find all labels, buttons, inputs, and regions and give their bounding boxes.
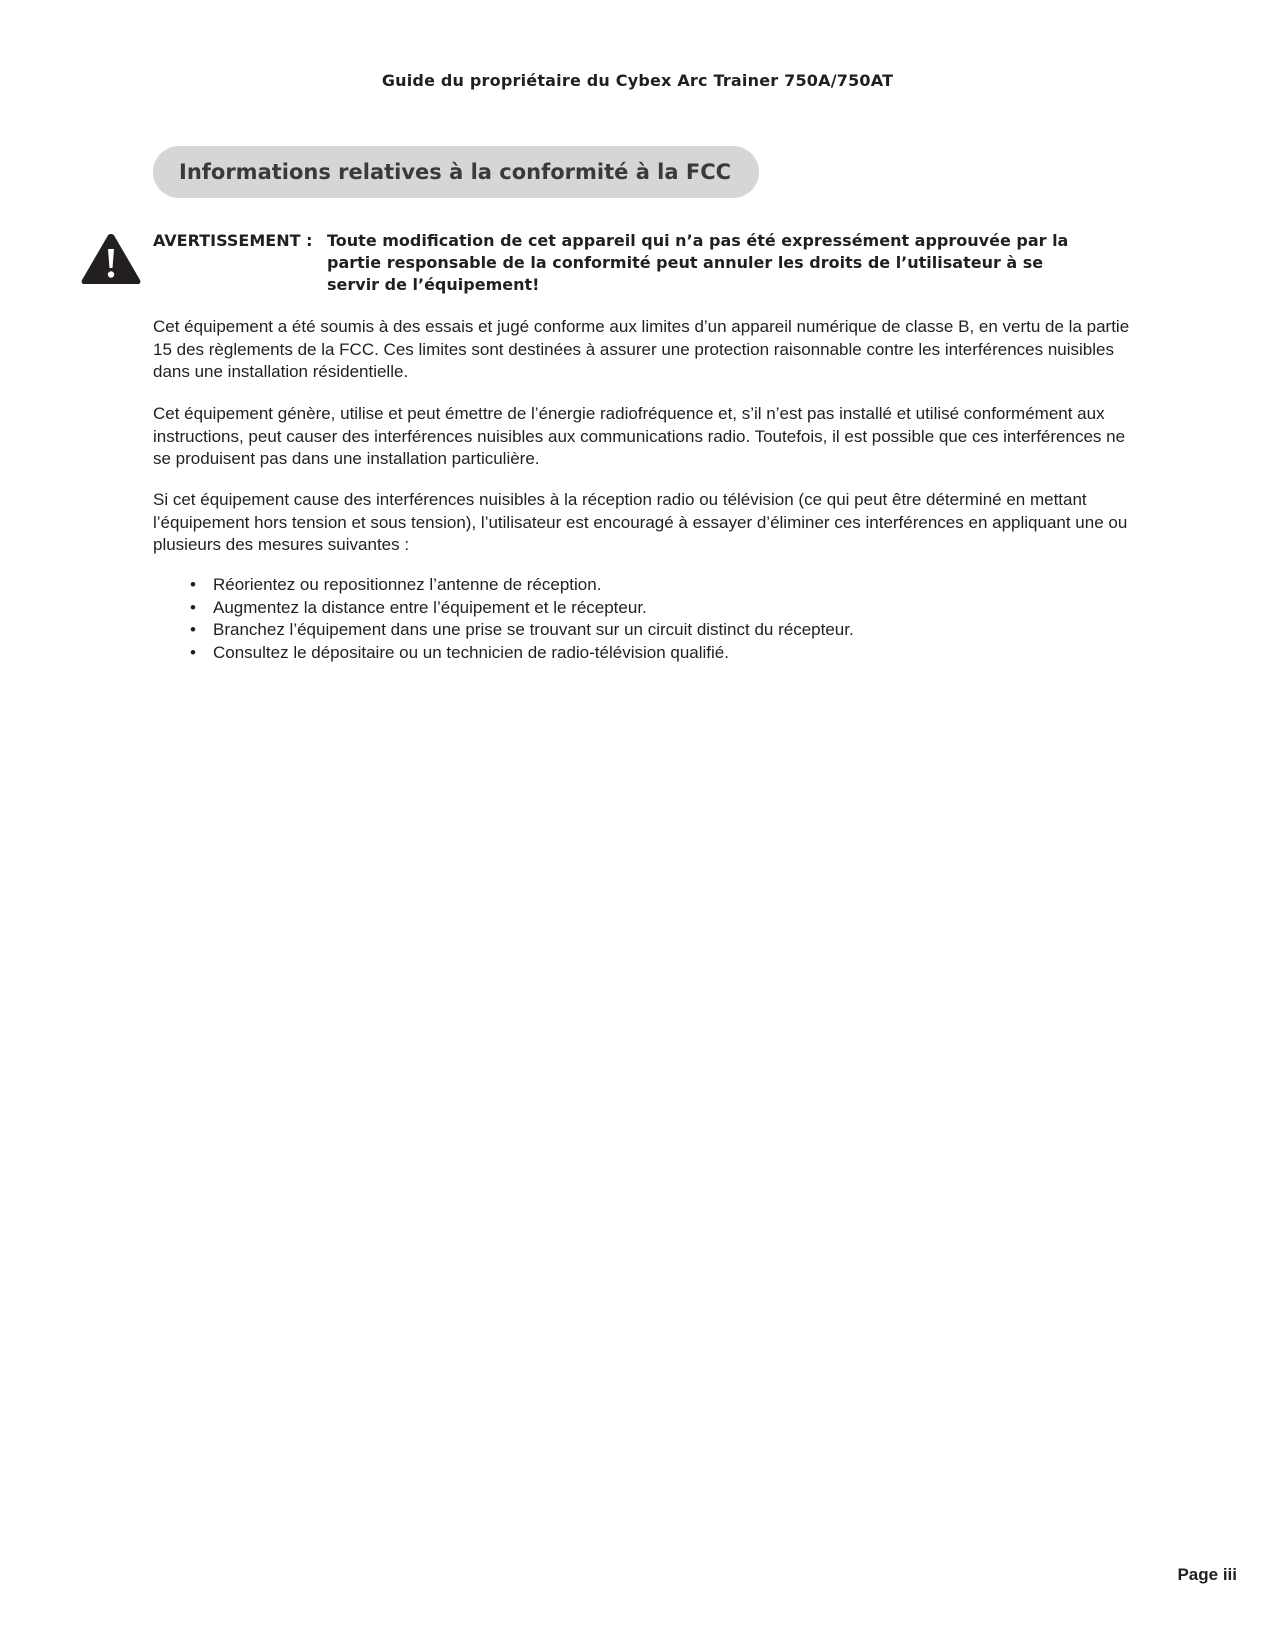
list-item-text: Augmentez la distance entre l’équipement et le récepteur. bbox=[213, 597, 647, 617]
bullet-icon: • bbox=[190, 575, 196, 594]
list-item bbox=[153, 574, 1133, 597]
bullet-icon: • bbox=[190, 620, 196, 639]
measures-list bbox=[153, 574, 1133, 664]
page-number: Page iii bbox=[1177, 1565, 1237, 1584]
running-header: Guide du propriétaire du Cybex Arc Trainer 750A/750AT bbox=[381, 71, 894, 90]
warning-text: Toute modification de cet appareil qui n’a pas été expressément approuvée par la partie responsable de la conformité peut annuler les droits de l’utilisateur à se servir de l’équipement! bbox=[327, 231, 1069, 294]
warning-label: AVERTISSEMENT : bbox=[153, 231, 313, 250]
warning-triangle-icon bbox=[80, 232, 142, 286]
list-item bbox=[153, 597, 1133, 620]
paragraph-interference-measures: Si cet équipement cause des interférences nuisibles à la réception radio ou télévision (ce qui peut être déterminé en mettant l’équipement hors tension et sous tension), l’utilisateur est encouragé à essayer d’éliminer ces interférences en appliquant une ou plusieurs des mesures suivantes : bbox=[153, 490, 1128, 554]
list-item bbox=[153, 642, 1133, 665]
list-item bbox=[153, 619, 1133, 642]
list-item-text: Réorientez ou repositionnez l’antenne de réception. bbox=[213, 575, 602, 594]
list-item-text: Branchez l’équipement dans une prise se trouvant sur un circuit distinct du récepteur. bbox=[213, 620, 854, 639]
bullet-icon: • bbox=[190, 642, 196, 662]
paragraph-radio-frequency: Cet équipement génère, utilise et peut émettre de l’énergie radiofréquence et, s’il n’est pas installé et utilisé conformément aux instructions, peut causer des interférences nuisibles aux communications radio. Toutefois, il est possible que ces interférences ne se produisent pas dans une installation particulière. bbox=[153, 404, 1126, 468]
section-heading: Informations relatives à la conformité à la FCC bbox=[153, 146, 759, 198]
list-item-text: Consultez le dépositaire ou un technicien de radio-télévision qualifié. bbox=[213, 642, 729, 662]
paragraph-class-b-compliance: Cet équipement a été soumis à des essais et jugé conforme aux limites d’un appareil numérique de classe B, en vertu de la partie 15 des règlements de la FCC. Ces limites sont destinées à assurer une protection raisonnable contre les interférences nuisibles dans une installation résidentielle. bbox=[153, 317, 1130, 381]
bullet-icon: • bbox=[190, 597, 196, 617]
warning-block bbox=[153, 230, 1113, 296]
